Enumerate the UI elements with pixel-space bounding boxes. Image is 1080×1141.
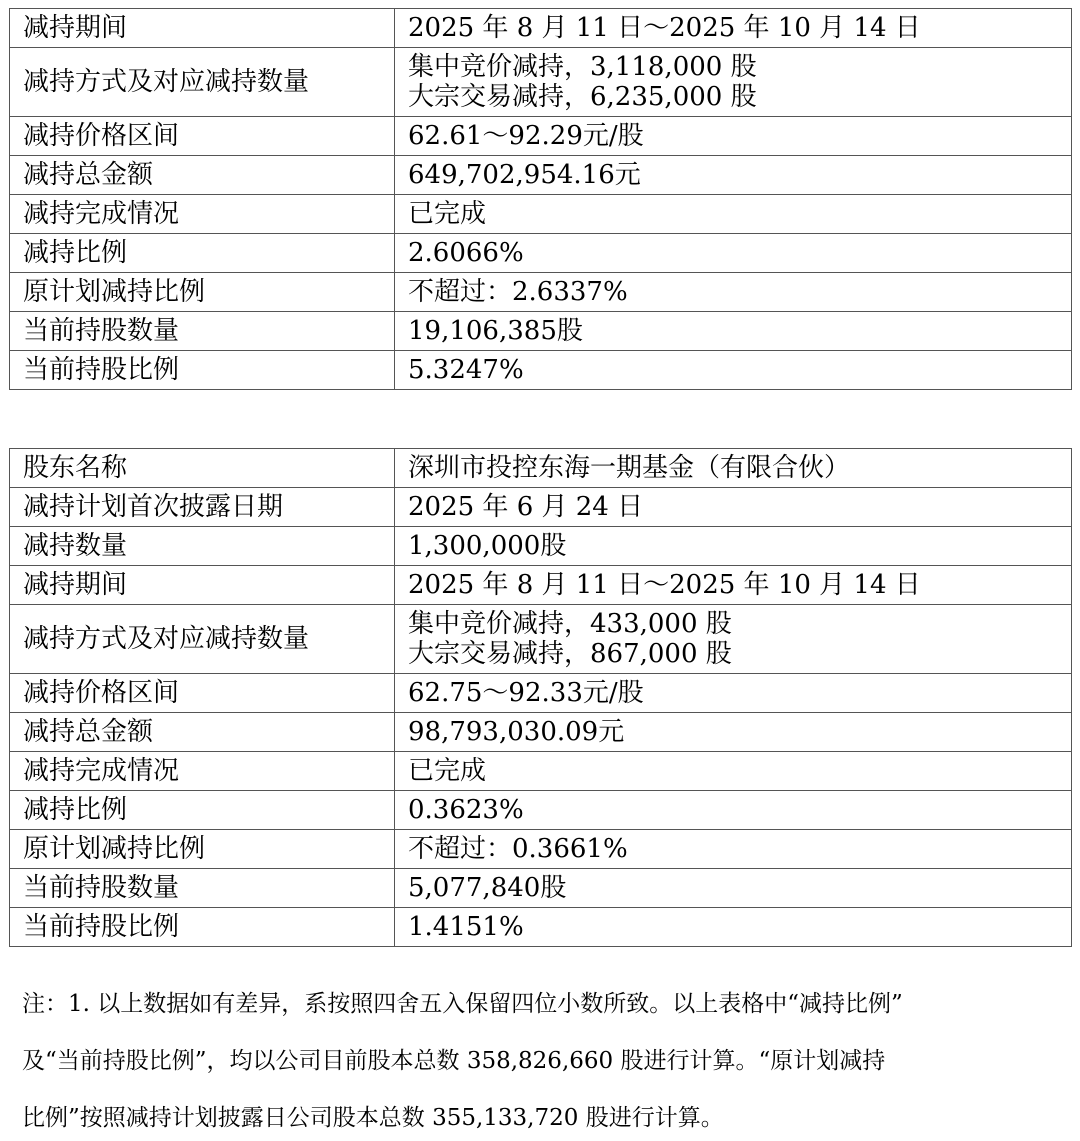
row-label: 减持计划首次披露日期 [10, 488, 395, 527]
row-value [395, 869, 1072, 908]
row-value [395, 566, 1072, 605]
row-label: 股东名称 [10, 449, 395, 488]
row-value [395, 9, 1072, 48]
row-value [395, 752, 1072, 791]
row-value [395, 312, 1072, 351]
row-label: 当前持股数量 [10, 869, 395, 908]
row-label: 当前持股数量 [10, 312, 395, 351]
table-row [10, 117, 1072, 156]
value-line: 0.3623% [408, 795, 524, 825]
row-label: 减持方式及对应减持数量 [10, 48, 395, 117]
row-label: 减持数量 [10, 527, 395, 566]
table-row [10, 752, 1072, 791]
table-body [10, 9, 1072, 390]
value-line: 大宗交易减持，867,000 股 [408, 639, 732, 669]
row-value [395, 117, 1072, 156]
reduction-table-2 [9, 448, 1072, 947]
row-value [395, 488, 1072, 527]
table-row [10, 566, 1072, 605]
row-label: 减持总金额 [10, 156, 395, 195]
row-value [395, 48, 1072, 117]
reduction-table-1 [9, 8, 1072, 390]
row-value [395, 449, 1072, 488]
value-line: 19,106,385股 [408, 316, 583, 346]
table-row [10, 449, 1072, 488]
row-label: 原计划减持比例 [10, 830, 395, 869]
value-line: 集中竞价减持，433,000 股 [408, 609, 732, 639]
note-line: 及“当前持股比例”，均以公司目前股本总数 358,826,660 股进行计算。“原计划减持 [22, 1048, 886, 1074]
table-row [10, 791, 1072, 830]
value-line: 1.4151% [408, 912, 524, 942]
row-value [395, 195, 1072, 234]
value-line: 2025 年 8 月 11 日～2025 年 10 月 14 日 [408, 13, 921, 43]
value-line: 大宗交易减持，6,235,000 股 [408, 82, 757, 112]
value-line: 2.6066% [408, 238, 524, 268]
row-label: 减持比例 [10, 234, 395, 273]
row-value [395, 713, 1072, 752]
row-label: 减持方式及对应减持数量 [10, 605, 395, 674]
row-value [395, 791, 1072, 830]
table-row [10, 351, 1072, 390]
row-value [395, 156, 1072, 195]
table-row [10, 713, 1072, 752]
row-label: 减持期间 [10, 566, 395, 605]
row-value [395, 351, 1072, 390]
value-line: 62.75～92.33元/股 [408, 678, 644, 708]
value-line: 98,793,030.09元 [408, 717, 625, 747]
table-row [10, 674, 1072, 713]
row-value [395, 273, 1072, 312]
table-row [10, 312, 1072, 351]
value-line: 不超过：0.3661% [408, 834, 628, 864]
row-label: 减持价格区间 [10, 674, 395, 713]
value-line: 62.61～92.29元/股 [408, 121, 644, 151]
table-row [10, 48, 1072, 117]
row-label: 减持价格区间 [10, 117, 395, 156]
table-row [10, 488, 1072, 527]
row-label: 当前持股比例 [10, 908, 395, 947]
row-label: 减持完成情况 [10, 195, 395, 234]
table-row [10, 605, 1072, 674]
row-value [395, 908, 1072, 947]
table-row [10, 830, 1072, 869]
row-label: 减持比例 [10, 791, 395, 830]
row-value [395, 527, 1072, 566]
value-line: 5.3247% [408, 355, 524, 385]
row-value [395, 605, 1072, 674]
row-label: 减持总金额 [10, 713, 395, 752]
row-value [395, 830, 1072, 869]
value-line: 不超过：2.6337% [408, 277, 628, 307]
table-row [10, 9, 1072, 48]
row-value [395, 674, 1072, 713]
table-row [10, 156, 1072, 195]
table-row [10, 869, 1072, 908]
value-line: 集中竞价减持，3,118,000 股 [408, 52, 757, 82]
value-line: 649,702,954.16元 [408, 160, 641, 190]
table-body [10, 449, 1072, 947]
table-row [10, 234, 1072, 273]
row-value [395, 234, 1072, 273]
note-line: 注：1. 以上数据如有差异，系按照四舍五入保留四位小数所致。以上表格中“减持比例” [22, 991, 903, 1017]
value-line: 5,077,840股 [408, 873, 567, 903]
value-line: 2025 年 8 月 11 日～2025 年 10 月 14 日 [408, 570, 921, 600]
table-row [10, 273, 1072, 312]
note-line: 比例”按照减持计划披露日公司股本总数 355,133,720 股进行计算。 [22, 1105, 724, 1131]
value-line: 已完成 [408, 756, 487, 786]
row-label: 当前持股比例 [10, 351, 395, 390]
row-label: 减持完成情况 [10, 752, 395, 791]
table-row [10, 908, 1072, 947]
table-row [10, 195, 1072, 234]
row-label: 减持期间 [10, 9, 395, 48]
value-line: 2025 年 6 月 24 日 [408, 492, 644, 522]
value-line: 已完成 [408, 199, 487, 229]
value-line: 1,300,000股 [408, 531, 567, 561]
table-row [10, 527, 1072, 566]
row-label: 原计划减持比例 [10, 273, 395, 312]
value-line: 深圳市投控东海一期基金（有限合伙） [408, 453, 851, 483]
